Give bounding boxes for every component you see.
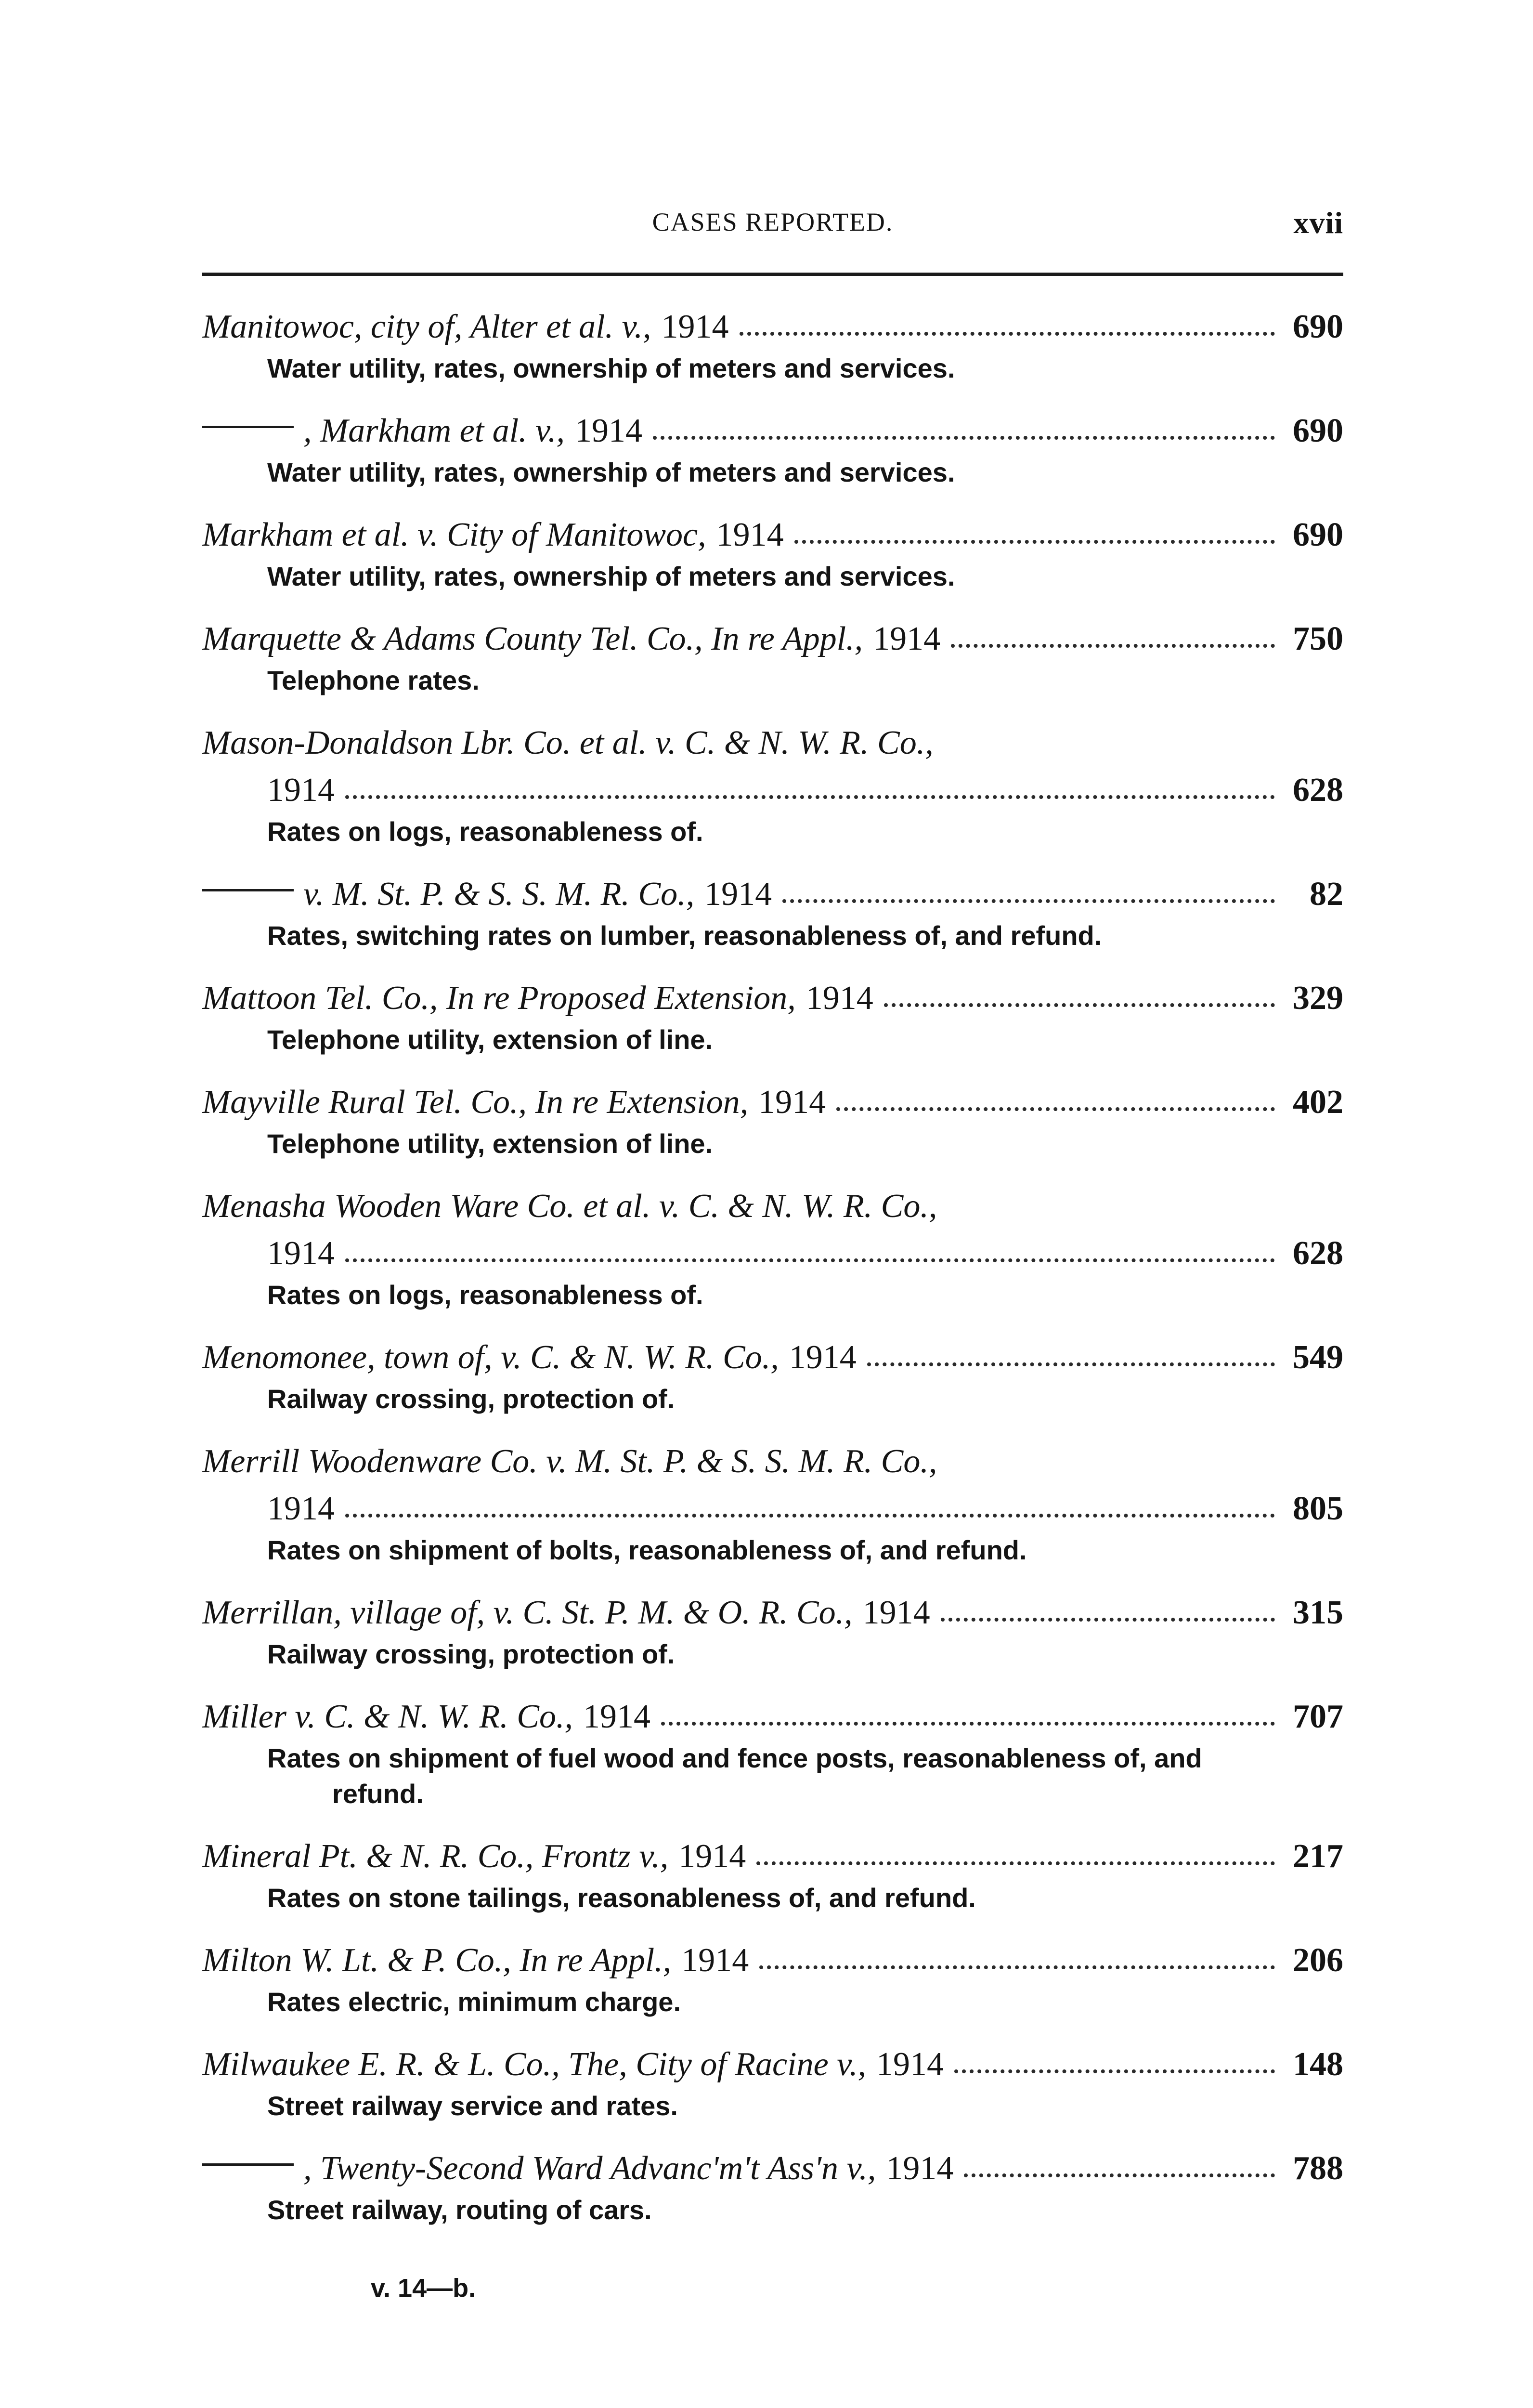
case-title-line <box>202 511 1343 559</box>
case-continuation-line <box>202 1230 1343 1277</box>
case-title-line <box>202 2041 1343 2088</box>
case-year: 1914 <box>575 412 643 449</box>
case-subject: Rates on logs, reasonableness of. <box>267 1280 703 1310</box>
case-continuation-line <box>202 1485 1343 1532</box>
case-year: 1914 <box>267 772 335 809</box>
case-entry <box>202 975 1343 1058</box>
page-number: 217 <box>1293 1838 1343 1875</box>
case-title-text: Marquette & Adams County Tel. Co., In re Appl., <box>202 620 863 657</box>
case-entry <box>202 1693 1343 1812</box>
case-entry <box>202 1589 1343 1672</box>
dot-leader <box>782 899 1275 903</box>
case-title-text: Milwaukee E. R. & L. Co., The, City of Racine v., <box>202 2046 867 2083</box>
case-subject: Water utility, rates, ownership of meters and services. <box>267 353 955 383</box>
case-title-line <box>202 1693 1343 1741</box>
case-title <box>202 407 565 455</box>
dot-leader <box>836 1107 1275 1111</box>
case-title <box>202 2145 876 2192</box>
case-entry <box>202 511 1343 594</box>
case-subject: Rates on stone tailings, reasonableness of, and refund. <box>267 1883 976 1913</box>
running-head <box>202 207 1343 250</box>
case-subject: Telephone utility, extension of line. <box>267 1128 713 1159</box>
dot-leader <box>653 436 1275 440</box>
case-title <box>202 1334 779 1381</box>
case-title <box>202 1079 748 1126</box>
page-number: 628 <box>1293 1235 1343 1272</box>
case-year: 1914 <box>716 516 784 553</box>
case-subject: Rates on logs, reasonableness of. <box>267 816 703 847</box>
case-year: 1914 <box>789 1339 857 1376</box>
dot-leader <box>867 1362 1275 1366</box>
dot-leader <box>345 1258 1275 1262</box>
case-title-line <box>202 1589 1343 1636</box>
case-title <box>202 1589 853 1636</box>
page-number: 148 <box>1293 2046 1343 2083</box>
case-title <box>202 1183 937 1230</box>
case-title-line <box>202 303 1343 351</box>
case-subject: Telephone rates. <box>267 665 480 695</box>
case-title-line <box>202 1937 1343 1984</box>
dot-leader <box>941 1618 1275 1622</box>
case-title <box>202 615 863 663</box>
ditto-dash <box>202 426 294 428</box>
case-subject: Rates electric, minimum charge. <box>267 1987 681 2017</box>
case-title-line <box>202 615 1343 663</box>
case-title-line <box>202 975 1343 1022</box>
dot-leader <box>794 540 1275 544</box>
ditto-dash <box>202 2163 294 2166</box>
case-year: 1914 <box>583 1698 650 1735</box>
case-entry <box>202 2041 1343 2124</box>
case-year: 1914 <box>678 1838 746 1875</box>
case-year: 1914 <box>267 1235 335 1272</box>
case-subject: Rates on shipment of bolts, reasonableness of, and refund. <box>267 1535 1027 1565</box>
case-year: 1914 <box>862 1594 930 1631</box>
dot-leader <box>345 1514 1275 1518</box>
header-rule <box>202 273 1343 276</box>
case-title-line <box>202 720 1343 767</box>
case-entry <box>202 303 1343 386</box>
case-title-line <box>202 2145 1343 2192</box>
page-number: 329 <box>1293 980 1343 1017</box>
case-entry <box>202 1833 1343 1916</box>
page-number: 707 <box>1293 1698 1343 1735</box>
case-subject: Rates, switching rates on lumber, reasonableness of, and refund. <box>267 920 1102 951</box>
case-subject: Railway crossing, protection of. <box>267 1639 675 1669</box>
case-entry <box>202 407 1343 490</box>
case-entry <box>202 720 1343 850</box>
page-number: 788 <box>1293 2150 1343 2187</box>
case-title-line <box>202 1334 1343 1381</box>
case-title <box>202 1438 937 1485</box>
dot-leader <box>954 2069 1275 2073</box>
case-title <box>202 2041 866 2088</box>
case-year: 1914 <box>661 308 729 345</box>
case-subject: Street railway, routing of cars. <box>267 2195 652 2225</box>
case-title-line <box>202 1438 1343 1485</box>
case-subject: Water utility, rates, ownership of meters and services. <box>267 561 955 591</box>
case-title-text: , Markham et al. v., <box>303 412 565 449</box>
case-entry <box>202 2145 1343 2228</box>
case-title-text: v. M. St. P. & S. S. M. R. Co., <box>303 876 695 913</box>
case-entry <box>202 615 1343 698</box>
dot-leader <box>740 332 1275 336</box>
case-title-text: Mason-Donaldson Lbr. Co. et al. v. C. & N. W. R. Co., <box>202 724 934 761</box>
case-title-text: Mineral Pt. & N. R. Co., Frontz v., <box>202 1838 669 1875</box>
case-subject: Water utility, rates, ownership of meters and services. <box>267 457 955 487</box>
dot-leader <box>759 1965 1275 1969</box>
case-title-text: Menasha Wooden Ware Co. et al. v. C. & N. W. R. Co., <box>202 1188 937 1225</box>
case-year: 1914 <box>876 2046 944 2083</box>
case-entry <box>202 1334 1343 1417</box>
case-year: 1914 <box>681 1942 749 1979</box>
case-title-text: Milton W. Lt. & P. Co., In re Appl., <box>202 1942 672 1979</box>
case-year: 1914 <box>886 2150 954 2187</box>
case-title-line <box>202 1183 1343 1230</box>
case-title-text: Merrillan, village of, v. C. St. P. M. & O. R. Co., <box>202 1594 853 1631</box>
case-entry <box>202 1183 1343 1313</box>
case-title-line <box>202 871 1343 918</box>
page-number: 549 <box>1293 1339 1343 1376</box>
dot-leader <box>964 2173 1275 2177</box>
case-title-text: Menomonee, town of, v. C. & N. W. R. Co., <box>202 1339 779 1376</box>
page-number: 750 <box>1293 620 1343 657</box>
dot-leader <box>951 644 1275 648</box>
case-title-text: Markham et al. v. City of Manitowoc, <box>202 516 706 553</box>
case-list <box>202 303 1343 2249</box>
dot-leader <box>884 1003 1275 1007</box>
case-title <box>202 720 934 767</box>
case-subject: Railway crossing, protection of. <box>267 1384 675 1414</box>
dot-leader <box>345 795 1275 799</box>
case-subject: Rates on shipment of fuel wood and fence posts, reasonableness of, and refund. <box>267 1743 1202 1809</box>
dot-leader <box>756 1861 1275 1865</box>
case-title-text: Mattoon Tel. Co., In re Proposed Extension, <box>202 980 796 1017</box>
page-number: 690 <box>1293 412 1343 449</box>
case-entry <box>202 871 1343 954</box>
case-title <box>202 1833 668 1880</box>
case-title-text: , Twenty-Second Ward Advanc'm't Ass'n v., <box>303 2150 876 2187</box>
case-continuation-line <box>202 767 1343 814</box>
running-title: CASES REPORTED. <box>652 208 894 236</box>
page-folio: xvii <box>1293 206 1343 240</box>
case-title <box>202 1937 671 1984</box>
case-title <box>202 1693 573 1741</box>
dot-leader <box>661 1722 1275 1726</box>
case-subject: Telephone utility, extension of line. <box>267 1024 713 1055</box>
page-number: 82 <box>1310 876 1343 913</box>
case-title-line <box>202 407 1343 455</box>
case-title-text: Merrill Woodenware Co. v. M. St. P. & S. S. M. R. Co., <box>202 1443 937 1480</box>
case-title <box>202 303 651 351</box>
case-title <box>202 511 706 559</box>
case-year: 1914 <box>805 980 873 1017</box>
page-number: 690 <box>1293 516 1343 553</box>
case-title <box>202 975 796 1022</box>
case-subject: Street railway service and rates. <box>267 2091 678 2121</box>
page-number: 315 <box>1293 1594 1343 1631</box>
case-year: 1914 <box>267 1490 335 1527</box>
case-year: 1914 <box>704 876 772 913</box>
case-entry <box>202 1937 1343 2020</box>
case-title-text: Manitowoc, city of, Alter et al. v., <box>202 308 651 345</box>
case-title-line <box>202 1833 1343 1880</box>
case-title-line <box>202 1079 1343 1126</box>
case-title <box>202 871 694 918</box>
case-year: 1914 <box>758 1084 826 1121</box>
page-number: 690 <box>1293 308 1343 345</box>
signature-mark: v. 14—b. <box>371 2274 476 2303</box>
case-year: 1914 <box>873 620 941 657</box>
page-number: 402 <box>1293 1084 1343 1121</box>
case-entry <box>202 1438 1343 1568</box>
ditto-dash <box>202 889 294 891</box>
case-title-text: Miller v. C. & N. W. R. Co., <box>202 1698 573 1735</box>
page-number: 805 <box>1293 1490 1343 1527</box>
page-number: 628 <box>1293 772 1343 809</box>
page-number: 206 <box>1293 1942 1343 1979</box>
case-title-text: Mayville Rural Tel. Co., In re Extension, <box>202 1084 749 1121</box>
case-entry <box>202 1079 1343 1162</box>
